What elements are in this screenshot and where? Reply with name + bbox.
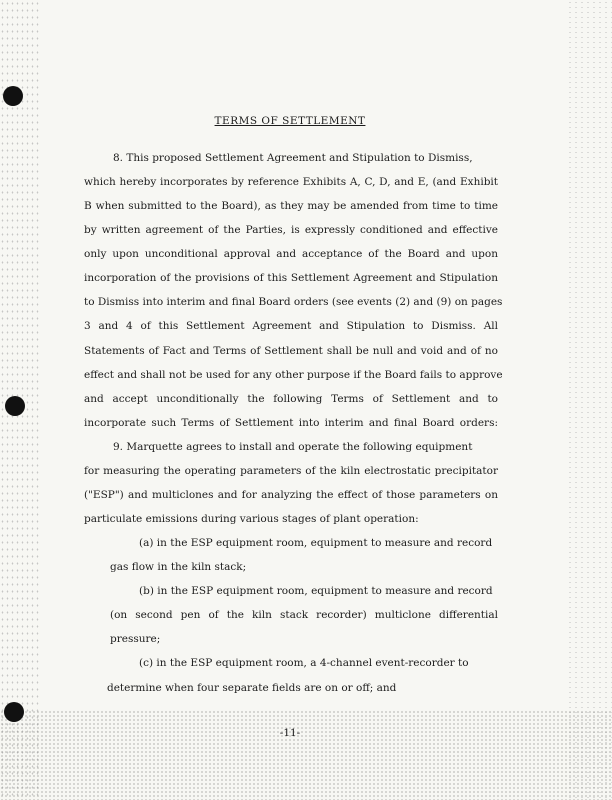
- punch-hole-top: [3, 86, 23, 106]
- para8-line-5: only upon unconditional approval and acceptance of the Board and upon: [84, 248, 498, 260]
- para8-line-4: by written agreement of the Parties, is expressly conditioned and effective: [84, 224, 498, 236]
- punch-hole-bottom: [4, 702, 24, 722]
- para8-line-8: 3 and 4 of this Settlement Agreement and Stipulation to Dismiss. All: [84, 320, 498, 332]
- para9-line-4: particulate emissions during various stages of plant operation:: [84, 513, 419, 525]
- item-b-line-2: (on second pen of the kiln stack recorder) multiclone differential: [110, 609, 498, 621]
- para8-line-12: incorporate such Terms of Settlement into interim and final Board orders:: [84, 417, 498, 429]
- para8-line-9: Statements of Fact and Terms of Settlement shall be null and void and of no: [84, 345, 498, 357]
- section-title: TERMS OF SETTLEMENT: [214, 115, 366, 127]
- para9-line-3: ("ESP") and multiclones and for analyzing the effect of those parameters on: [84, 489, 498, 501]
- para8-line-1: 8. This proposed Settlement Agreement and Stipulation to Dismiss,: [113, 152, 473, 164]
- para8-line-7: to Dismiss into interim and final Board orders (see events (2) and (9) on pages: [84, 296, 503, 308]
- item-b-line-3: pressure;: [110, 633, 161, 645]
- para8-line-2: which hereby incorporates by reference Exhibits A, C, D, and E, (and Exhibit: [84, 176, 498, 188]
- item-b-line-1: (b) in the ESP equipment room, equipment to measure and record: [139, 585, 493, 597]
- punch-hole-middle: [5, 396, 25, 416]
- para8-line-3: B when submitted to the Board), as they may be amended from time to time: [84, 200, 498, 212]
- para8-line-10: effect and shall not be used for any other purpose if the Board fails to approve: [84, 369, 503, 381]
- para8-line-6: incorporation of the provisions of this Settlement Agreement and Stipulation: [84, 272, 498, 284]
- page-number: -11-: [279, 727, 301, 739]
- item-c-line-1: (c) in the ESP equipment room, a 4-channel event-recorder to: [139, 657, 469, 669]
- para9-line-2: for measuring the operating parameters of the kiln electrostatic precipitator: [84, 465, 498, 477]
- item-a-line-2: gas flow in the kiln stack;: [110, 561, 247, 573]
- para9-line-1: 9. Marquette agrees to install and operate the following equipment: [113, 441, 473, 453]
- scan-noise-bottom: [0, 710, 612, 800]
- item-a-line-1: (a) in the ESP equipment room, equipment to measure and record: [139, 537, 493, 549]
- item-c-line-2: determine when four separate fields are on or off; and: [107, 682, 397, 694]
- para8-line-11: and accept unconditionally the following Terms of Settlement and to: [84, 393, 498, 405]
